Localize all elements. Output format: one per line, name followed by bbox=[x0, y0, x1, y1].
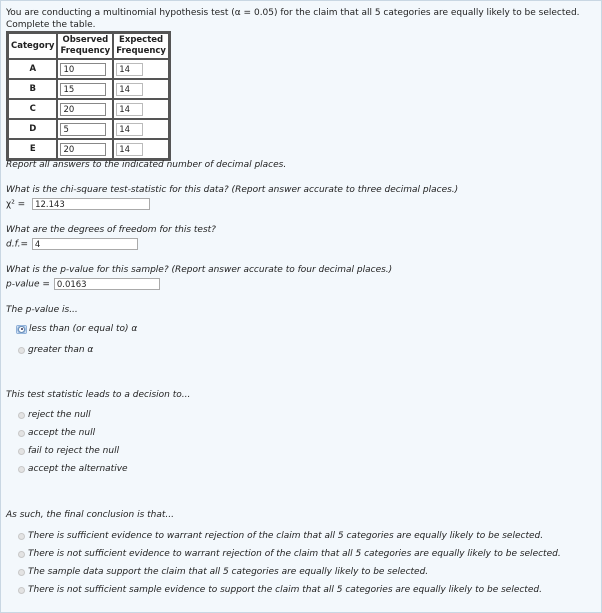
category-cell: B bbox=[8, 79, 57, 99]
df-input[interactable]: 4 bbox=[32, 238, 138, 250]
header-category: Category bbox=[8, 33, 57, 59]
option-label: There is sufficient evidence to warrant rejection of the claim that all 5 categories are equally likely to be selected. bbox=[28, 531, 544, 541]
option-less-than-alpha[interactable] bbox=[16, 324, 137, 334]
option-label: There is not sufficient sample evidence to support the claim that all 5 categories are equally likely to be selected. bbox=[28, 585, 542, 595]
option-label: There is not sufficient evidence to warrant rejection of the claim that all 5 categories are equally likely to be selected. bbox=[28, 549, 561, 559]
option-fail-to-reject-null[interactable] bbox=[18, 446, 119, 456]
option-label: accept the null bbox=[28, 428, 96, 438]
radio-icon[interactable] bbox=[18, 448, 25, 455]
conclusion-option-1[interactable] bbox=[18, 531, 543, 541]
df-prompt: What are the degrees of freedom for this test? bbox=[6, 225, 216, 235]
df-answer-row bbox=[6, 238, 138, 250]
observed-cell: 15 bbox=[60, 83, 106, 96]
radio-icon[interactable] bbox=[18, 466, 25, 473]
chi-square-prompt: What is the chi-square test-statistic for this data? (Report answer accurate to three decimal places.) bbox=[6, 185, 459, 195]
table-row bbox=[8, 99, 169, 119]
table-row bbox=[8, 59, 169, 79]
option-greater-than-alpha[interactable] bbox=[18, 345, 93, 355]
radio-icon[interactable] bbox=[18, 569, 25, 576]
category-cell: E bbox=[8, 139, 57, 159]
option-label: reject the null bbox=[28, 410, 91, 420]
conclusion-option-4[interactable] bbox=[18, 585, 542, 595]
observed-cell: 20 bbox=[60, 103, 106, 116]
option-label: greater than α bbox=[28, 345, 94, 355]
radio-icon[interactable] bbox=[18, 412, 25, 419]
pvalue-prompt: What is the p-value for this sample? (Report answer accurate to four decimal places.) bbox=[6, 265, 393, 275]
option-label: accept the alternative bbox=[28, 464, 128, 474]
table-row bbox=[8, 119, 169, 139]
table-row bbox=[8, 79, 169, 99]
expected-input[interactable]: 14 bbox=[116, 83, 143, 96]
expected-input[interactable]: 14 bbox=[116, 123, 143, 136]
decision-prompt: This test statistic leads to a decision to... bbox=[6, 390, 191, 400]
chi-square-answer-row bbox=[6, 198, 150, 210]
df-label: d.f.= bbox=[6, 239, 28, 250]
option-accept-alternative[interactable] bbox=[18, 464, 128, 474]
radio-icon[interactable] bbox=[18, 430, 25, 437]
decimal-note: Report all answers to the indicated number of decimal places. bbox=[6, 160, 287, 170]
conclusion-option-3[interactable] bbox=[18, 567, 428, 577]
option-accept-null[interactable] bbox=[18, 428, 95, 438]
observed-cell: 10 bbox=[60, 63, 106, 76]
radio-icon[interactable] bbox=[18, 347, 25, 354]
pvalue-input[interactable]: 0.0163 bbox=[54, 278, 160, 290]
radio-icon[interactable] bbox=[18, 587, 25, 594]
conclusion-option-2[interactable] bbox=[18, 549, 561, 559]
option-label: fail to reject the null bbox=[28, 446, 120, 456]
question-intro: You are conducting a multinomial hypothesis test (α = 0.05) for the claim that all 5 categories are equally likely to be selected. Complete the table. bbox=[6, 8, 580, 30]
header-expected: Expected Frequency bbox=[113, 33, 169, 59]
expected-input[interactable]: 14 bbox=[116, 103, 143, 116]
option-label: less than (or equal to) α bbox=[29, 324, 138, 334]
radio-icon[interactable] bbox=[18, 551, 25, 558]
pvalue-answer-row bbox=[6, 278, 160, 290]
expected-input[interactable]: 14 bbox=[116, 143, 143, 156]
chi-square-input[interactable]: 12.143 bbox=[32, 198, 150, 210]
table-row bbox=[8, 139, 169, 159]
option-label: The sample data support the claim that all 5 categories are equally likely to be selected. bbox=[28, 567, 429, 577]
radio-selected-wrap[interactable] bbox=[16, 325, 27, 334]
table-header-row bbox=[8, 33, 169, 59]
category-cell: C bbox=[8, 99, 57, 119]
radio-selected-icon[interactable] bbox=[18, 326, 25, 333]
pvalue-label: p-value = bbox=[6, 279, 50, 290]
observed-cell: 20 bbox=[60, 143, 106, 156]
radio-icon[interactable] bbox=[18, 533, 25, 540]
pvalue-compare-prompt: The p-value is... bbox=[6, 305, 78, 315]
expected-input[interactable]: 14 bbox=[116, 63, 143, 76]
chi-square-label: χ² = bbox=[6, 199, 26, 210]
category-cell: D bbox=[8, 119, 57, 139]
header-observed: Observed Frequency bbox=[57, 33, 113, 59]
conclusion-prompt: As such, the final conclusion is that... bbox=[6, 510, 174, 520]
option-reject-null[interactable] bbox=[18, 410, 91, 420]
category-cell: A bbox=[8, 59, 57, 79]
frequency-table bbox=[6, 31, 171, 161]
observed-cell: 5 bbox=[60, 123, 106, 136]
